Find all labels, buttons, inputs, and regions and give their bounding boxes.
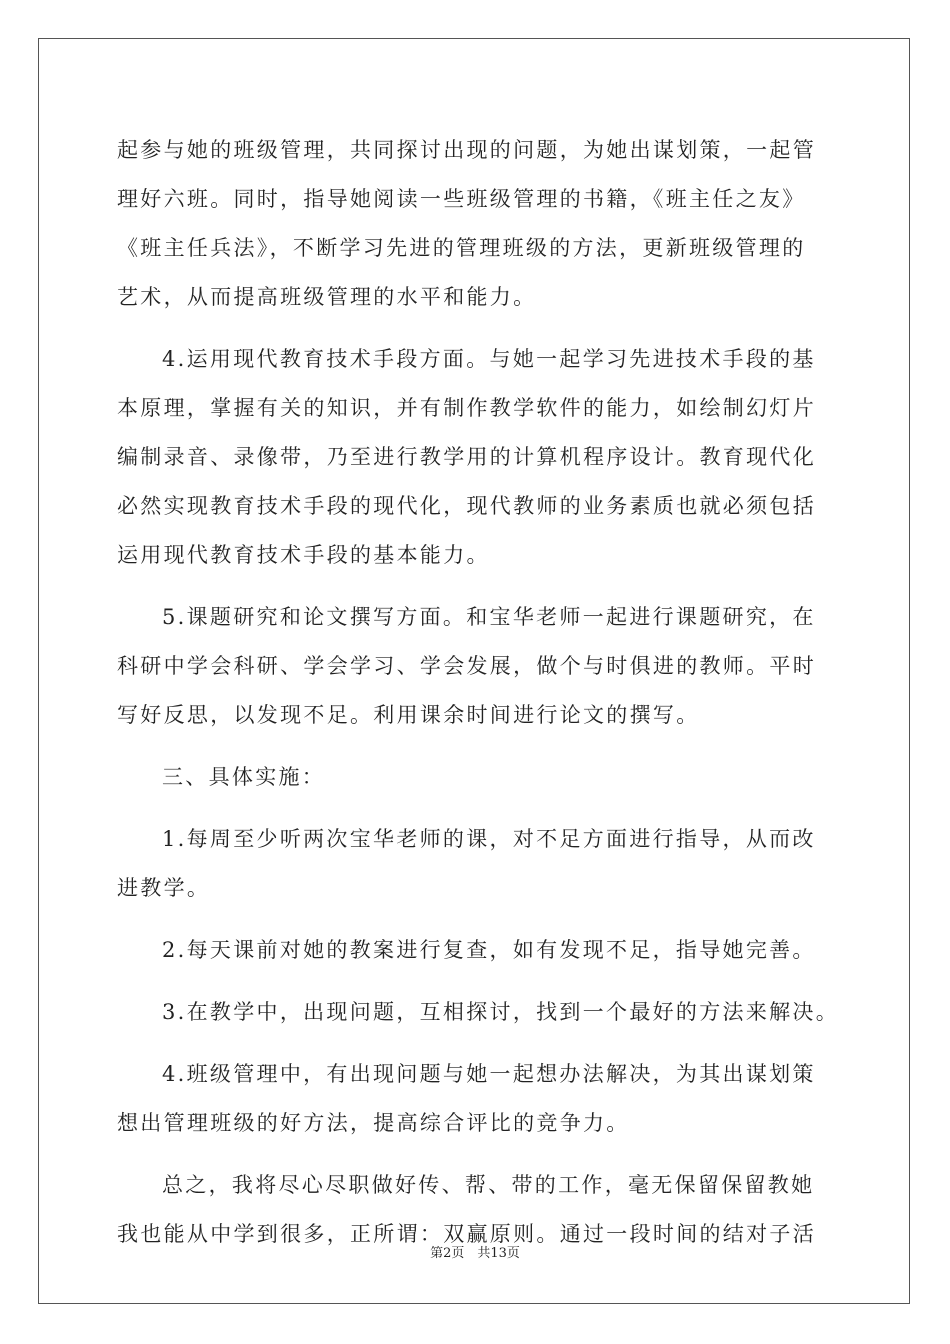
text-line: 起参与她的班级管理，共同探讨出现的问题，为她出谋划策，一起管 (117, 138, 816, 162)
text-line: 编制录音、录像带，乃至进行教学用的计算机程序设计。教育现代化 (117, 445, 816, 469)
text-line: 总之，我将尽心尽职做好传、帮、带的工作，毫无保留保留教她 (162, 1173, 815, 1197)
text-line: 1.每周至少听两次宝华老师的课，对不足方面进行指导，从而改 (162, 827, 816, 851)
text-line: 科研中学会科研、学会学习、学会发展，做个与时俱进的教师。平时 (117, 654, 816, 678)
text-line: 4.班级管理中，有出现问题与她一起想办法解决，为其出谋划策 (162, 1062, 816, 1086)
text-line: 理好六班。同时，指导她阅读一些班级管理的书籍，《班主任之友》 (117, 187, 806, 211)
document-body (117, 126, 840, 1259)
text-line: 三、具体实施： (162, 765, 326, 789)
text-line: 艺术，从而提高班级管理的水平和能力。 (117, 285, 537, 309)
page-number: 第2页 共13页 (430, 1246, 520, 1261)
text-line: 《班主任兵法》，不断学习先进的管理班级的方法，更新班级管理的 (117, 236, 806, 260)
text-line: 必然实现教育技术手段的现代化，现代教师的业务素质也就必须包括 (117, 494, 816, 518)
text-line: 我也能从中学到很多，正所谓：双赢原则。通过一段时间的结对子活 (117, 1222, 816, 1246)
text-line: 3.在教学中，出现问题，互相探讨，找到一个最好的方法来解决。 (162, 1000, 840, 1024)
text-line: 5.课题研究和论文撰写方面。和宝华老师一起进行课题研究，在 (162, 605, 816, 629)
text-line: 2.每天课前对她的教案进行复查，如有发现不足，指导她完善。 (162, 938, 816, 962)
text-line: 进教学。 (117, 876, 211, 900)
text-line: 写好反思，以发现不足。利用课余时间进行论文的撰写。 (117, 703, 700, 727)
text-line: 运用现代教育技术手段的基本能力。 (117, 543, 490, 567)
text-line: 4.运用现代教育技术手段方面。与她一起学习先进技术手段的基 (162, 347, 816, 371)
text-line: 本原理，掌握有关的知识，并有制作教学软件的能力，如绘制幻灯片 (117, 396, 816, 420)
text-line: 想出管理班级的好方法，提高综合评比的竞争力。 (117, 1111, 630, 1135)
